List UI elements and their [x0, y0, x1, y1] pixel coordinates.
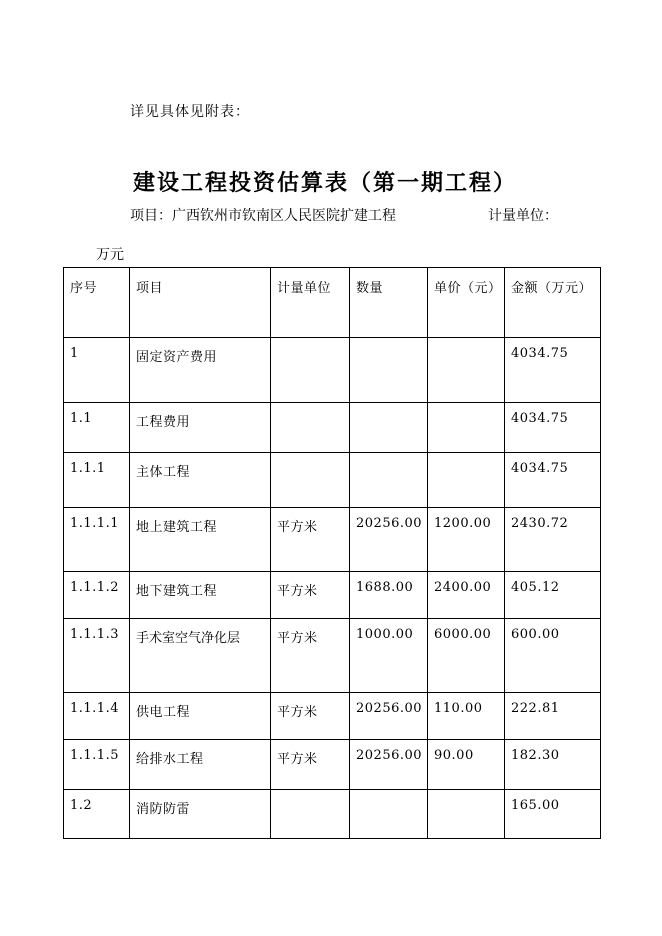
cell-unit [271, 453, 350, 508]
table-row [64, 619, 601, 693]
cell-no: 1.1.1.2 [64, 572, 130, 619]
cell-item: 主体工程 [130, 453, 271, 508]
table-header-row [64, 268, 601, 338]
cell-unit: 平方米 [271, 508, 350, 572]
header-item: 项目 [130, 268, 271, 338]
header-quantity: 数量 [350, 268, 428, 338]
cell-amount: 4034.75 [505, 403, 601, 453]
cell-quantity: 20256.00 [350, 740, 428, 790]
cell-item: 给排水工程 [130, 740, 271, 790]
cell-item: 固定资产费用 [130, 338, 271, 403]
cell-unit-price [428, 338, 505, 403]
cell-unit-price [428, 403, 505, 453]
cell-unit-price [428, 790, 505, 839]
cell-unit: 平方米 [271, 740, 350, 790]
cell-quantity [350, 403, 428, 453]
cell-amount: 405.12 [505, 572, 601, 619]
cell-item: 消防防雷 [130, 790, 271, 839]
cell-unit: 平方米 [271, 572, 350, 619]
table-row [64, 403, 601, 453]
cell-quantity: 20256.00 [350, 693, 428, 740]
cell-unit [271, 790, 350, 839]
table-row [64, 338, 601, 403]
cell-unit: 平方米 [271, 693, 350, 740]
cell-no: 1.1.1 [64, 453, 130, 508]
cell-amount: 165.00 [505, 790, 601, 839]
cell-unit-price: 1200.00 [428, 508, 505, 572]
cell-unit [271, 403, 350, 453]
cell-amount: 182.30 [505, 740, 601, 790]
cell-amount: 2430.72 [505, 508, 601, 572]
cell-amount: 4034.75 [505, 453, 601, 508]
table-row [64, 693, 601, 740]
table-row [64, 508, 601, 572]
intro-text: 详见具体见附表： [130, 104, 250, 120]
cell-unit-price: 6000.00 [428, 619, 505, 693]
cell-unit: 平方米 [271, 619, 350, 693]
header-unit-price: 单价（元） [428, 268, 505, 338]
header-no: 序号 [64, 268, 130, 338]
cell-no: 1.1.1.1 [64, 508, 130, 572]
project-name: 项目：广西钦州市钦南区人民医院扩建工程 [130, 208, 396, 224]
cell-quantity [350, 790, 428, 839]
cell-no: 1.1.1.5 [64, 740, 130, 790]
cell-unit-price: 2400.00 [428, 572, 505, 619]
cell-item: 地下建筑工程 [130, 572, 271, 619]
cell-no: 1.1 [64, 403, 130, 453]
cell-no: 1.1.1.4 [64, 693, 130, 740]
cell-unit-price: 90.00 [428, 740, 505, 790]
cell-quantity: 1688.00 [350, 572, 428, 619]
cell-quantity: 20256.00 [350, 508, 428, 572]
cell-amount: 222.81 [505, 693, 601, 740]
investment-estimate-table [63, 267, 601, 839]
cell-no: 1.1.1.3 [64, 619, 130, 693]
unit-label: 计量单位： [488, 208, 558, 224]
cell-item: 工程费用 [130, 403, 271, 453]
header-unit: 计量单位 [271, 268, 350, 338]
table-row [64, 572, 601, 619]
cell-quantity [350, 338, 428, 403]
cell-item: 手术室空气净化层 [130, 619, 271, 693]
cell-unit [271, 338, 350, 403]
page-title: 建设工程投资估算表（第一期工程） [133, 170, 518, 196]
cell-unit-price [428, 453, 505, 508]
table-row [64, 453, 601, 508]
unit-value: 万元 [96, 247, 124, 263]
cell-no: 1.2 [64, 790, 130, 839]
cell-amount: 4034.75 [505, 338, 601, 403]
table-row [64, 790, 601, 839]
project-line [130, 205, 558, 225]
cell-quantity: 1000.00 [350, 619, 428, 693]
cell-item: 地上建筑工程 [130, 508, 271, 572]
header-amount: 金额（万元） [505, 268, 601, 338]
cell-no: 1 [64, 338, 130, 403]
cell-quantity [350, 453, 428, 508]
table-row [64, 740, 601, 790]
cell-unit-price: 110.00 [428, 693, 505, 740]
cell-amount: 600.00 [505, 619, 601, 693]
cell-item: 供电工程 [130, 693, 271, 740]
